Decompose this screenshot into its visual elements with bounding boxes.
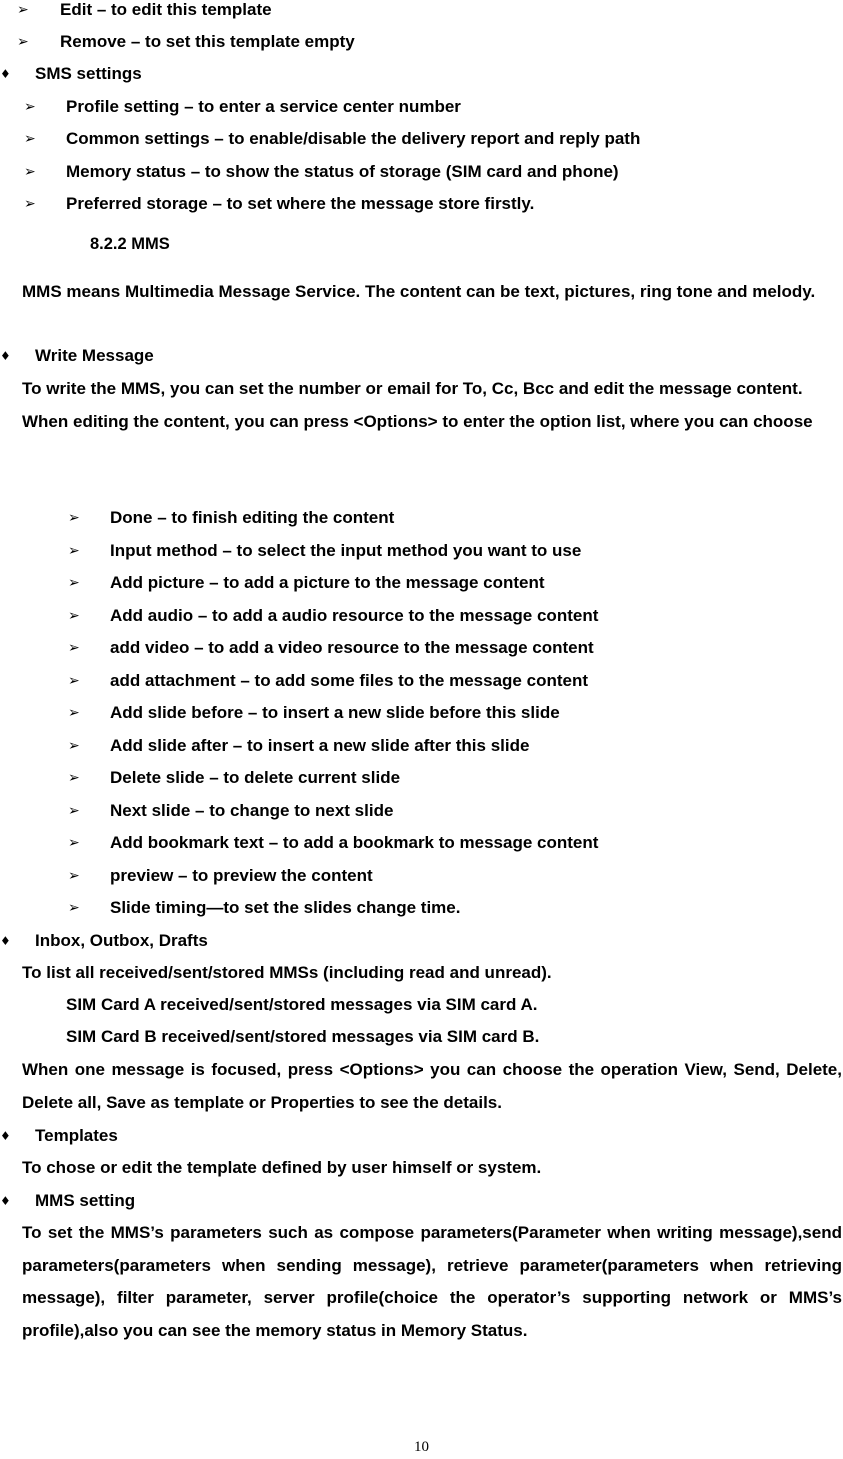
arrow-bullet-icon: ➢ xyxy=(17,2,29,18)
arrow-bullet-icon: ➢ xyxy=(68,705,80,721)
arrow-bullet-icon: ➢ xyxy=(68,608,80,624)
arrow-bullet-icon: ➢ xyxy=(24,131,36,147)
page-number: 10 xyxy=(414,1439,429,1455)
inbox-options-paragraph: When one message is focused, press <Options> you can choose the operation View, Send, Delete, Delete all, Save as template or Properties to see the details. xyxy=(22,1060,842,1112)
section-heading: 8.2.2 MMS xyxy=(90,235,170,253)
write-message-paragraph: To write the MMS, you can set the number or email for To, Cc, Bcc and edit the message content. When editing the content, you can press <Options> to enter the option list, where you can choose xyxy=(22,379,813,431)
arrow-bullet-icon: ➢ xyxy=(24,99,36,115)
arrow-bullet-icon: ➢ xyxy=(24,164,36,180)
diamond-bullet-icon: ♦ xyxy=(0,1129,11,1143)
arrow-bullet-icon: ➢ xyxy=(68,770,80,786)
mms-setting-paragraph: To set the MMS’s parameters such as compose parameters(Parameter when writing message),send parameters(parameters when sending message), retrieve parameter(parameters when retrieving message), filter parameter, server profile(choice the operator’s supporting network or MMS’s profile),also you can see the memory status in Memory Status. xyxy=(22,1223,842,1340)
arrow-bullet-icon: ➢ xyxy=(68,835,80,851)
arrow-bullet-icon: ➢ xyxy=(68,868,80,884)
diamond-bullet-icon: ♦ xyxy=(0,934,11,948)
diamond-bullet-icon: ♦ xyxy=(0,1194,11,1208)
arrow-bullet-icon: ➢ xyxy=(68,575,80,591)
arrow-bullet-icon: ➢ xyxy=(24,196,36,212)
arrow-bullet-icon: ➢ xyxy=(17,34,29,50)
arrow-bullet-icon: ➢ xyxy=(68,900,80,916)
arrow-bullet-icon: ➢ xyxy=(68,673,80,689)
diamond-bullet-icon: ♦ xyxy=(0,349,11,363)
arrow-bullet-icon: ➢ xyxy=(68,543,80,559)
mms-intro-paragraph: MMS means Multimedia Message Service. The content can be text, pictures, ring tone and melody. xyxy=(22,282,816,301)
arrow-bullet-icon: ➢ xyxy=(68,803,80,819)
arrow-bullet-icon: ➢ xyxy=(68,738,80,754)
arrow-bullet-icon: ➢ xyxy=(68,640,80,656)
diamond-bullet-icon: ♦ xyxy=(0,67,11,81)
sim-card-a-line: SIM Card A received/sent/stored messages via SIM card A. xyxy=(66,995,538,1014)
arrow-bullet-icon: ➢ xyxy=(68,510,80,526)
sim-card-b-line: SIM Card B received/sent/stored messages via SIM card B. xyxy=(66,1027,540,1046)
